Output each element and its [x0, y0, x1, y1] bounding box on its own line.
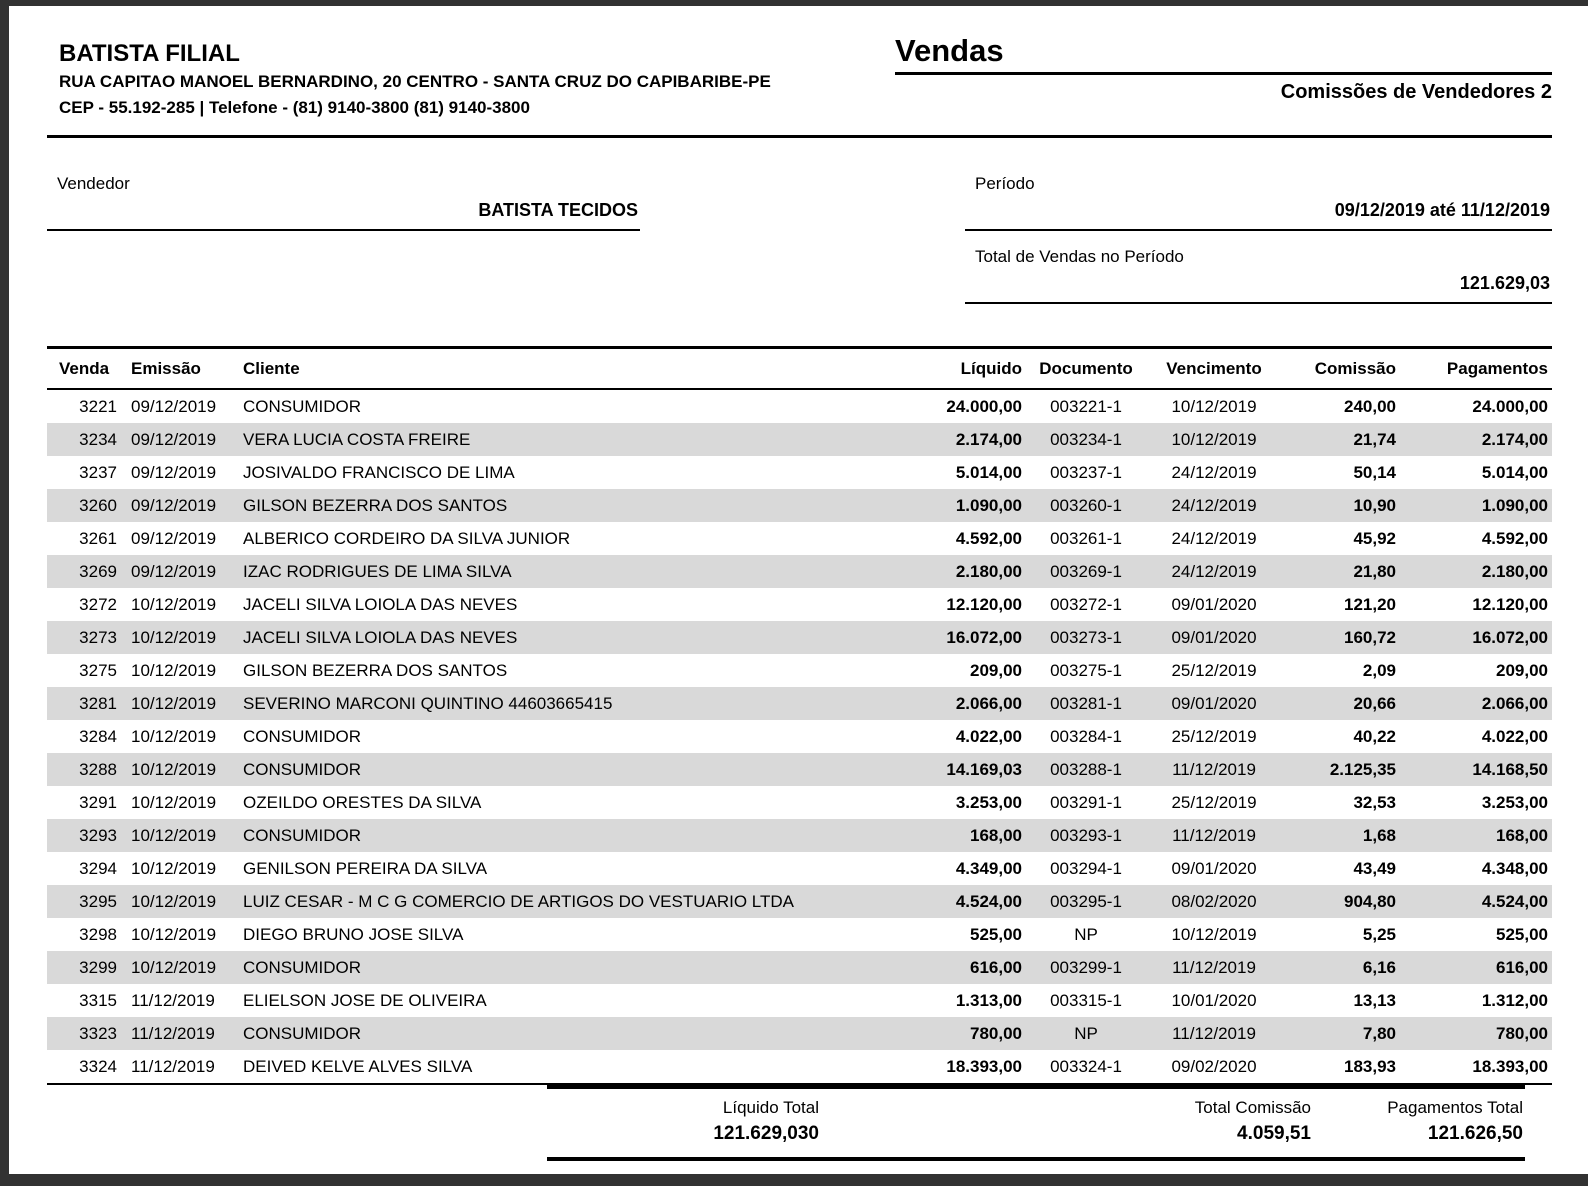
cell-liquido: 4.524,00: [955, 892, 1022, 912]
table-row: [47, 885, 1552, 918]
cell-comissao: 6,16: [1362, 958, 1396, 978]
cell-cliente: VERA LUCIA COSTA FREIRE: [243, 430, 471, 450]
cell-documento: 003269-1: [1050, 562, 1122, 582]
cell-vencimento: 08/02/2020: [1171, 892, 1257, 912]
cell-venda: 3298: [79, 925, 117, 945]
cell-documento: NP: [1074, 925, 1098, 945]
cell-liquido: 780,00: [970, 1024, 1022, 1044]
table-row: [47, 555, 1552, 588]
periodo-block: [965, 174, 1552, 320]
cell-venda: 3315: [79, 991, 117, 1011]
cell-venda: 3291: [79, 793, 117, 813]
table-row: [47, 588, 1552, 621]
cell-pagamentos: 1.312,00: [1481, 991, 1548, 1011]
col-header-liquido: Líquido: [914, 348, 1026, 390]
cell-documento: 003295-1: [1050, 892, 1122, 912]
cell-cliente: JACELI SILVA LOIOLA DAS NEVES: [243, 628, 518, 648]
cell-emissao: 10/12/2019: [131, 628, 217, 648]
vendedor-value: BATISTA TECIDOS: [478, 200, 638, 221]
vendedor-label: Vendedor: [57, 174, 130, 194]
cell-cliente: IZAC RODRIGUES DE LIMA SILVA: [243, 562, 512, 582]
table-row: [47, 621, 1552, 654]
periodo-value: 09/12/2019 até 11/12/2019: [1334, 200, 1550, 221]
table-row: [47, 522, 1552, 555]
cell-venda: 3284: [79, 727, 117, 747]
cell-documento: NP: [1074, 1024, 1098, 1044]
cell-documento: 003284-1: [1050, 727, 1122, 747]
cell-pagamentos: 209,00: [1496, 661, 1548, 681]
cell-emissao: 09/12/2019: [131, 529, 217, 549]
cell-emissao: 11/12/2019: [131, 991, 215, 1011]
cell-pagamentos: 2.180,00: [1481, 562, 1548, 582]
company-name: BATISTA FILIAL: [59, 40, 240, 67]
cell-vencimento: 09/01/2020: [1171, 595, 1257, 615]
cell-pagamentos: 2.174,00: [1481, 430, 1548, 450]
cell-comissao: 240,00: [1344, 397, 1396, 417]
cell-comissao: 40,22: [1353, 727, 1396, 747]
cell-vencimento: 10/12/2019: [1171, 397, 1257, 417]
cell-cliente: CONSUMIDOR: [243, 727, 362, 747]
vendedor-block: [47, 174, 640, 320]
cell-vencimento: 11/12/2019: [1172, 958, 1256, 978]
table-row: [47, 687, 1552, 720]
report-title: Vendas: [895, 34, 1552, 75]
col-header-cliente: Cliente: [239, 348, 914, 390]
cell-emissao: 09/12/2019: [131, 463, 217, 483]
col-header-emissao: Emissão: [127, 348, 239, 390]
cell-pagamentos: 616,00: [1496, 958, 1548, 978]
cell-cliente: ALBERICO CORDEIRO DA SILVA JUNIOR: [243, 529, 571, 549]
cell-cliente: OZEILDO ORESTES DA SILVA: [243, 793, 482, 813]
cell-pagamentos: 4.592,00: [1481, 529, 1548, 549]
table-row: [47, 951, 1552, 984]
cell-pagamentos: 5.014,00: [1481, 463, 1548, 483]
cell-documento: 003288-1: [1050, 760, 1122, 780]
cell-liquido: 1.090,00: [955, 496, 1022, 516]
cell-documento: 003273-1: [1050, 628, 1122, 648]
cell-comissao: 5,25: [1362, 925, 1396, 945]
cell-comissao: 7,80: [1362, 1024, 1396, 1044]
total-vendas-value: 121.629,03: [1459, 273, 1550, 294]
table-row: [47, 852, 1552, 885]
cell-emissao: 11/12/2019: [131, 1024, 215, 1044]
cell-documento: 003234-1: [1050, 430, 1122, 450]
cell-liquido: 2.180,00: [955, 562, 1022, 582]
cell-liquido: 1.313,00: [955, 991, 1022, 1011]
cell-comissao: 160,72: [1344, 628, 1396, 648]
cell-liquido: 2.174,00: [955, 430, 1022, 450]
cell-vencimento: 09/02/2020: [1146, 1050, 1282, 1084]
cell-venda: 3275: [79, 661, 117, 681]
cell-emissao: 10/12/2019: [131, 826, 217, 846]
cell-vencimento: 24/12/2019: [1171, 496, 1257, 516]
cell-liquido: 4.022,00: [955, 727, 1022, 747]
cell-vencimento: 10/12/2019: [1171, 430, 1257, 450]
liquido-total-label: Líquido Total: [722, 1098, 819, 1118]
periodo-field: [965, 174, 1552, 231]
cell-emissao: 10/12/2019: [131, 760, 217, 780]
cell-vencimento: 09/01/2020: [1171, 694, 1257, 714]
cell-emissao: 10/12/2019: [131, 595, 217, 615]
company-address-line1: RUA CAPITAO MANOEL BERNARDINO, 20 CENTRO - SANTA CRUZ DO CAPIBARIBE-PE: [59, 71, 771, 91]
periodo-label: Período: [975, 174, 1035, 194]
cell-documento: 003294-1: [1050, 859, 1122, 879]
cell-vencimento: 09/01/2020: [1171, 859, 1257, 879]
sales-table-header: [47, 348, 1552, 390]
table-row: [47, 984, 1552, 1017]
pagamentos-total-value: 121.626,50: [1427, 1123, 1523, 1145]
cell-emissao: 10/12/2019: [131, 727, 217, 747]
cell-cliente: SEVERINO MARCONI QUINTINO 44603665415: [243, 694, 613, 714]
cell-pagamentos: 4.022,00: [1481, 727, 1548, 747]
table-row: [47, 753, 1552, 786]
cell-documento: 003315-1: [1050, 991, 1122, 1011]
cell-venda: 3273: [79, 628, 117, 648]
table-row: [47, 489, 1552, 522]
cell-vencimento: 10/01/2020: [1171, 991, 1257, 1011]
cell-vencimento: 25/12/2019: [1171, 661, 1257, 681]
cell-pagamentos: 168,00: [1496, 826, 1548, 846]
cell-cliente: CONSUMIDOR: [243, 826, 362, 846]
cell-venda: 3293: [79, 826, 117, 846]
cell-venda: 3260: [79, 496, 117, 516]
liquido-total-group: [547, 1098, 819, 1145]
cell-venda: 3272: [79, 595, 117, 615]
cell-vencimento: 25/12/2019: [1171, 727, 1257, 747]
table-row: [47, 423, 1552, 456]
sales-table: [47, 346, 1552, 1085]
cell-emissao: 09/12/2019: [131, 430, 217, 450]
cell-comissao: 20,66: [1353, 694, 1396, 714]
cell-liquido: 18.393,00: [914, 1050, 1026, 1084]
cell-emissao: 10/12/2019: [131, 958, 217, 978]
cell-venda: 3261: [79, 529, 117, 549]
cell-documento: 003275-1: [1050, 661, 1122, 681]
cell-cliente: JACELI SILVA LOIOLA DAS NEVES: [243, 595, 518, 615]
col-header-vencimento: Vencimento: [1146, 348, 1282, 390]
cell-comissao: 2,09: [1362, 661, 1396, 681]
pagamentos-total-group: [1311, 1098, 1523, 1145]
company-block: [47, 32, 895, 119]
cell-comissao: 50,14: [1353, 463, 1396, 483]
cell-documento: 003261-1: [1050, 529, 1122, 549]
comissao-total-value: 4.059,51: [1237, 1123, 1311, 1145]
report-page: [9, 6, 1588, 1174]
cell-venda: 3324: [47, 1050, 127, 1084]
cell-emissao: 10/12/2019: [131, 859, 217, 879]
cell-comissao: 121,20: [1344, 595, 1396, 615]
cell-liquido: 209,00: [970, 661, 1022, 681]
cell-liquido: 168,00: [970, 826, 1022, 846]
sales-table-body: [47, 389, 1552, 1084]
cell-vencimento: 10/12/2019: [1171, 925, 1257, 945]
cell-pagamentos: 780,00: [1496, 1024, 1548, 1044]
cell-cliente: DEIVED KELVE ALVES SILVA: [239, 1050, 914, 1084]
cell-cliente: CONSUMIDOR: [243, 958, 362, 978]
col-header-pagamentos: Pagamentos: [1400, 348, 1552, 390]
cell-venda: 3288: [79, 760, 117, 780]
cell-venda: 3299: [79, 958, 117, 978]
cell-cliente: JOSIVALDO FRANCISCO DE LIMA: [243, 463, 515, 483]
header-divider: [47, 135, 1552, 138]
cell-emissao: 10/12/2019: [131, 892, 217, 912]
cell-comissao: 10,90: [1353, 496, 1396, 516]
cell-vencimento: 09/01/2020: [1171, 628, 1257, 648]
cell-pagamentos: 3.253,00: [1481, 793, 1548, 813]
cell-cliente: CONSUMIDOR: [243, 397, 362, 417]
cell-venda: 3221: [79, 397, 117, 417]
cell-venda: 3295: [79, 892, 117, 912]
cell-pagamentos: 18.393,00: [1400, 1050, 1552, 1084]
cell-emissao: 10/12/2019: [131, 694, 217, 714]
table-row: [47, 1050, 1552, 1084]
cell-emissao: 10/12/2019: [131, 661, 217, 681]
cell-documento: 003260-1: [1050, 496, 1122, 516]
total-vendas-field: [965, 247, 1552, 304]
cell-venda: 3234: [79, 430, 117, 450]
cell-comissao: 1,68: [1362, 826, 1396, 846]
cell-liquido: 3.253,00: [955, 793, 1022, 813]
cell-comissao: 21,80: [1353, 562, 1396, 582]
cell-documento: 003293-1: [1050, 826, 1122, 846]
table-row: [47, 654, 1552, 687]
cell-pagamentos: 1.090,00: [1481, 496, 1548, 516]
cell-liquido: 5.014,00: [955, 463, 1022, 483]
table-row: [47, 389, 1552, 423]
cell-cliente: GILSON BEZERRA DOS SANTOS: [243, 661, 508, 681]
cell-venda: 3281: [79, 694, 117, 714]
cell-liquido: 12.120,00: [946, 595, 1022, 615]
cell-liquido: 2.066,00: [955, 694, 1022, 714]
table-row: [47, 786, 1552, 819]
cell-cliente: GENILSON PEREIRA DA SILVA: [243, 859, 488, 879]
total-vendas-label: Total de Vendas no Período: [975, 247, 1184, 267]
cell-vencimento: 11/12/2019: [1172, 1024, 1256, 1044]
cell-cliente: LUIZ CESAR - M C G COMERCIO DE ARTIGOS DO VESTUARIO LTDA: [243, 892, 794, 912]
cell-documento: 003291-1: [1050, 793, 1122, 813]
comissao-total-label: Total Comissão: [1194, 1098, 1311, 1118]
table-row: [47, 456, 1552, 489]
cell-cliente: DIEGO BRUNO JOSE SILVA: [243, 925, 464, 945]
cell-venda: 3294: [79, 859, 117, 879]
table-row: [47, 918, 1552, 951]
col-header-documento: Documento: [1026, 348, 1146, 390]
pagamentos-total-label: Pagamentos Total: [1387, 1098, 1523, 1118]
cell-vencimento: 24/12/2019: [1171, 562, 1257, 582]
cell-vencimento: 11/12/2019: [1172, 760, 1256, 780]
table-row: [47, 1017, 1552, 1050]
col-header-comissao: Comissão: [1282, 348, 1400, 390]
cell-emissao: 11/12/2019: [127, 1050, 239, 1084]
cell-vencimento: 25/12/2019: [1171, 793, 1257, 813]
cell-vencimento: 24/12/2019: [1171, 529, 1257, 549]
report-title-block: [895, 32, 1552, 104]
cell-pagamentos: 16.072,00: [1472, 628, 1548, 648]
cell-cliente: CONSUMIDOR: [243, 760, 362, 780]
cell-liquido: 616,00: [970, 958, 1022, 978]
cell-emissao: 09/12/2019: [131, 562, 217, 582]
cell-comissao: 43,49: [1353, 859, 1396, 879]
cell-documento: 003221-1: [1050, 397, 1122, 417]
cell-pagamentos: 24.000,00: [1472, 397, 1548, 417]
cell-pagamentos: 12.120,00: [1472, 595, 1548, 615]
cell-emissao: 09/12/2019: [131, 496, 217, 516]
cell-comissao: 904,80: [1344, 892, 1396, 912]
cell-venda: 3269: [79, 562, 117, 582]
header-row: [47, 348, 1552, 390]
cell-liquido: 525,00: [970, 925, 1022, 945]
info-section: [47, 174, 1552, 320]
cell-documento: 003281-1: [1050, 694, 1122, 714]
totals-section: [547, 1085, 1525, 1161]
liquido-total-value: 121.629,030: [713, 1123, 819, 1145]
cell-liquido: 4.349,00: [955, 859, 1022, 879]
cell-liquido: 4.592,00: [955, 529, 1022, 549]
table-row: [47, 819, 1552, 852]
cell-cliente: CONSUMIDOR: [243, 1024, 362, 1044]
cell-vencimento: 11/12/2019: [1172, 826, 1256, 846]
cell-comissao: 2.125,35: [1329, 760, 1396, 780]
cell-pagamentos: 2.066,00: [1481, 694, 1548, 714]
report-header: [47, 32, 1552, 119]
company-address-line2: CEP - 55.192-285 | Telefone - (81) 9140-3800 (81) 9140-3800: [59, 97, 530, 117]
cell-cliente: GILSON BEZERRA DOS SANTOS: [243, 496, 508, 516]
cell-emissao: 09/12/2019: [131, 397, 217, 417]
cell-pagamentos: 4.524,00: [1481, 892, 1548, 912]
cell-documento: 003324-1: [1026, 1050, 1146, 1084]
table-row: [47, 720, 1552, 753]
cell-emissao: 10/12/2019: [131, 793, 217, 813]
cell-emissao: 10/12/2019: [131, 925, 217, 945]
cell-cliente: ELIELSON JOSE DE OLIVEIRA: [243, 991, 487, 1011]
cell-vencimento: 24/12/2019: [1171, 463, 1257, 483]
report-subtitle: Comissões de Vendedores 2: [1280, 81, 1552, 104]
cell-liquido: 16.072,00: [946, 628, 1022, 648]
cell-liquido: 24.000,00: [946, 397, 1022, 417]
cell-documento: 003237-1: [1050, 463, 1122, 483]
cell-comissao: 21,74: [1353, 430, 1396, 450]
cell-documento: 003299-1: [1050, 958, 1122, 978]
vendedor-field: [47, 174, 640, 231]
cell-venda: 3237: [79, 463, 117, 483]
cell-pagamentos: 14.168,50: [1472, 760, 1548, 780]
cell-documento: 003272-1: [1050, 595, 1122, 615]
cell-pagamentos: 525,00: [1496, 925, 1548, 945]
comissao-total-group: [1195, 1098, 1311, 1145]
cell-comissao: 183,93: [1282, 1050, 1400, 1084]
cell-comissao: 13,13: [1353, 991, 1396, 1011]
cell-comissao: 32,53: [1353, 793, 1396, 813]
cell-venda: 3323: [79, 1024, 117, 1044]
col-header-venda: Venda: [47, 348, 127, 390]
cell-pagamentos: 4.348,00: [1481, 859, 1548, 879]
cell-comissao: 45,92: [1353, 529, 1396, 549]
cell-liquido: 14.169,03: [946, 760, 1022, 780]
